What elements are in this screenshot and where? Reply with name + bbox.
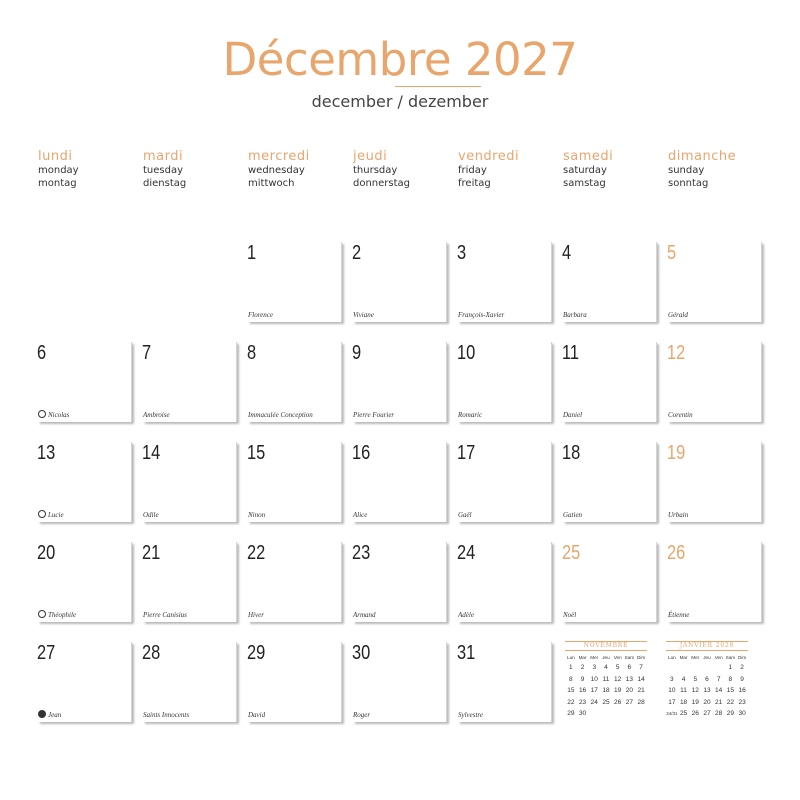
mini-day: 15 bbox=[726, 687, 734, 695]
saint-name-row bbox=[143, 511, 159, 519]
saint-name-row bbox=[563, 511, 582, 519]
day-cell bbox=[458, 542, 552, 622]
saint-name-row bbox=[38, 410, 69, 419]
weekday-label-fr: dimanche bbox=[668, 149, 737, 164]
day-number: 31 bbox=[457, 642, 476, 664]
saint-name-row bbox=[458, 411, 482, 419]
mini-day: 23 bbox=[738, 698, 746, 706]
saint-name: Viviane bbox=[353, 311, 374, 319]
mini-day: 28 bbox=[715, 710, 723, 718]
saint-name-row bbox=[458, 711, 483, 719]
weekday-label-de: mittwoch bbox=[248, 178, 295, 189]
mini-day: 3 bbox=[670, 675, 674, 683]
day-number: 22 bbox=[247, 542, 266, 564]
day-cell bbox=[38, 442, 132, 522]
saint-name: Gatien bbox=[563, 511, 583, 519]
mini-calendar bbox=[565, 641, 647, 720]
title-underline bbox=[395, 86, 481, 87]
mini-day bbox=[624, 708, 636, 720]
mini-day: 26 bbox=[614, 698, 622, 706]
moon-phase-first-quarter-icon bbox=[38, 610, 46, 618]
weekday-label-fr: vendredi bbox=[458, 149, 520, 164]
day-number: 19 bbox=[667, 442, 686, 464]
saint-name-row bbox=[143, 711, 189, 719]
mini-weekday: Lun bbox=[668, 655, 676, 660]
weekday-label-fr: samedi bbox=[563, 149, 614, 164]
saint-name: Pierre Canisius bbox=[143, 611, 187, 619]
saint-name-row bbox=[563, 411, 582, 419]
day-number: 2 bbox=[352, 242, 362, 264]
saint-name-row bbox=[38, 510, 64, 519]
mini-day: 22 bbox=[726, 698, 734, 706]
mini-weekday: Jeu bbox=[602, 655, 610, 660]
mini-day: 9 bbox=[580, 675, 585, 683]
day-cell bbox=[143, 442, 237, 522]
saint-name: Saints Innocents bbox=[143, 711, 190, 719]
day-number: 21 bbox=[142, 542, 161, 564]
mini-day: 26 bbox=[691, 710, 699, 718]
saint-name: Daniel bbox=[563, 411, 583, 419]
day-number: 20 bbox=[37, 542, 56, 564]
mini-weekday: Ven bbox=[613, 655, 622, 660]
weekday-label-de: donnerstag bbox=[353, 178, 411, 189]
page-title: Décembre 2027 bbox=[222, 33, 578, 86]
mini-day: 17 bbox=[590, 687, 598, 695]
mini-day: 18 bbox=[602, 687, 610, 695]
weekday-header-friday bbox=[458, 150, 562, 190]
weekday-label-fr: mardi bbox=[143, 149, 184, 164]
weekday-header-wednesday bbox=[248, 150, 352, 190]
saint-name-row bbox=[38, 710, 61, 719]
weekday-label-en: saturday bbox=[563, 165, 607, 176]
day-cell bbox=[353, 442, 447, 522]
day-number: 5 bbox=[667, 242, 677, 264]
day-number: 18 bbox=[562, 442, 581, 464]
weekday-label-de: samstag bbox=[563, 178, 606, 189]
weekday-label-de: dienstag bbox=[143, 178, 187, 189]
day-number: 6 bbox=[37, 342, 47, 364]
mini-day: 4 bbox=[681, 675, 686, 683]
day-cell bbox=[668, 342, 762, 422]
saint-name-row bbox=[353, 611, 376, 619]
saint-name-row bbox=[248, 611, 264, 619]
mini-day: 27 bbox=[625, 698, 633, 706]
mini-day: 1 bbox=[728, 664, 733, 672]
mini-day: 22 bbox=[567, 698, 575, 706]
day-cell bbox=[38, 642, 132, 722]
mini-weekday: Mer bbox=[590, 655, 599, 660]
saint-name-row bbox=[668, 611, 689, 619]
saint-name-row bbox=[38, 610, 76, 619]
mini-day: 11 bbox=[680, 687, 687, 695]
day-number: 25 bbox=[562, 542, 581, 564]
saint-name-row bbox=[353, 711, 370, 719]
day-number: 23 bbox=[352, 542, 371, 564]
day-number: 13 bbox=[37, 442, 56, 464]
saint-name-row bbox=[458, 511, 472, 519]
weekday-header-saturday bbox=[563, 150, 667, 190]
day-number: 8 bbox=[247, 342, 257, 364]
mini-day: 15 bbox=[567, 687, 575, 695]
day-cell bbox=[458, 642, 552, 722]
weekday-label-en: sunday bbox=[668, 165, 705, 176]
mini-day: 14 bbox=[637, 675, 645, 683]
weekday-label-de: montag bbox=[38, 178, 77, 189]
saint-name: Florence bbox=[248, 311, 274, 319]
saint-name: Théophile bbox=[48, 611, 76, 619]
day-number: 11 bbox=[562, 342, 580, 364]
mini-day bbox=[689, 662, 701, 674]
mini-day: 29 bbox=[726, 710, 734, 718]
saint-name: Romaric bbox=[458, 411, 483, 419]
day-cell bbox=[248, 542, 342, 622]
mini-day: 30 bbox=[578, 710, 587, 718]
weekday-header-thursday bbox=[353, 150, 457, 190]
day-cell bbox=[563, 442, 657, 522]
saint-name-row bbox=[248, 711, 265, 719]
page-subtitle: december / dezember bbox=[311, 92, 489, 111]
day-cell bbox=[563, 242, 657, 322]
day-cell bbox=[143, 542, 237, 622]
day-cell bbox=[143, 342, 237, 422]
mini-day bbox=[678, 662, 690, 674]
mini-day: 5 bbox=[615, 664, 620, 672]
day-number: 28 bbox=[142, 642, 161, 664]
saint-name: Nicolas bbox=[48, 411, 70, 419]
mini-day bbox=[666, 662, 678, 674]
saint-name-row bbox=[248, 311, 273, 319]
weekday-label-en: tuesday bbox=[143, 165, 184, 176]
mini-day: 12 bbox=[614, 675, 622, 683]
mini-day: 19 bbox=[691, 698, 699, 706]
weekday-label-de: sonntag bbox=[668, 178, 709, 189]
mini-day: 4 bbox=[604, 664, 608, 672]
mini-day: 21 bbox=[715, 698, 723, 706]
day-number: 17 bbox=[457, 442, 476, 464]
mini-day: 16 bbox=[578, 687, 587, 695]
mini-day: 3 bbox=[592, 664, 597, 672]
moon-phase-last-quarter-icon bbox=[38, 410, 46, 418]
day-cell bbox=[353, 342, 447, 422]
day-cell bbox=[563, 342, 657, 422]
day-number: 12 bbox=[667, 342, 686, 364]
saint-name: François-Xavier bbox=[458, 311, 505, 319]
mini-day: 7 bbox=[716, 675, 721, 683]
saint-name-row bbox=[668, 511, 688, 519]
mini-day: 2 bbox=[740, 664, 744, 672]
mini-day: 5 bbox=[693, 675, 698, 683]
saint-name-row bbox=[353, 311, 374, 319]
mini-day: 10 bbox=[590, 675, 598, 683]
mini-day: 13 bbox=[703, 687, 711, 695]
moon-phase-full-icon bbox=[38, 510, 46, 518]
saint-name: Ninon bbox=[248, 511, 266, 519]
mini-day: 13 bbox=[625, 675, 633, 683]
saint-name: Corentin bbox=[668, 411, 693, 419]
saint-name-row bbox=[563, 311, 587, 319]
weekday-label-en: thursday bbox=[353, 165, 398, 176]
day-cell bbox=[458, 242, 552, 322]
mini-weekday: Jeu bbox=[703, 655, 711, 660]
saint-name: Étienne bbox=[668, 611, 690, 619]
day-cell bbox=[38, 542, 132, 622]
mini-day: 17 bbox=[668, 698, 676, 706]
day-cell bbox=[248, 242, 342, 322]
mini-day: 24/31 bbox=[666, 711, 678, 717]
mini-day: 8 bbox=[569, 675, 573, 683]
mini-day: 6 bbox=[627, 664, 632, 672]
day-cell bbox=[563, 542, 657, 622]
mini-weekday: Lun bbox=[567, 655, 575, 660]
saint-name: Armand bbox=[353, 611, 376, 619]
weekday-header-monday bbox=[38, 150, 142, 190]
saint-name: Noël bbox=[563, 611, 577, 619]
saint-name: Jean bbox=[48, 711, 62, 719]
saint-name-row bbox=[353, 411, 394, 419]
mini-day: 18 bbox=[679, 698, 688, 706]
day-cell bbox=[248, 442, 342, 522]
day-cell bbox=[668, 242, 762, 322]
mini-day bbox=[713, 662, 725, 674]
day-cell bbox=[38, 342, 132, 422]
saint-name: Odile bbox=[143, 511, 159, 519]
mini-weekday: Dim bbox=[738, 655, 747, 660]
day-number: 14 bbox=[142, 442, 161, 464]
mini-day bbox=[635, 708, 647, 720]
day-cell bbox=[458, 342, 552, 422]
day-number: 1 bbox=[247, 242, 257, 264]
saint-name: Gaël bbox=[458, 511, 472, 519]
mini-day: 27 bbox=[703, 710, 711, 718]
mini-day: 30 bbox=[738, 710, 746, 718]
saint-name-row bbox=[668, 311, 688, 319]
mini-day: 25 bbox=[679, 710, 688, 718]
mini-day: 12 bbox=[691, 687, 699, 695]
mini-day: 14 bbox=[715, 687, 723, 695]
saint-name: Adèle bbox=[458, 611, 474, 619]
saint-name-row bbox=[143, 411, 170, 419]
weekday-label-en: friday bbox=[458, 165, 487, 176]
mini-day: 9 bbox=[740, 675, 744, 683]
day-number: 29 bbox=[247, 642, 266, 664]
mini-calendar-title: NOVEMBRE bbox=[565, 641, 647, 651]
day-cell bbox=[668, 542, 762, 622]
mini-day: 25 bbox=[602, 698, 610, 706]
mini-day: 29 bbox=[567, 710, 575, 718]
saint-name-row bbox=[458, 611, 474, 619]
day-cell bbox=[353, 242, 447, 322]
saint-name: Hiver bbox=[248, 611, 264, 619]
weekday-label-en: wednesday bbox=[248, 165, 305, 176]
saint-name-row bbox=[248, 511, 265, 519]
day-number: 3 bbox=[457, 242, 467, 264]
saint-name: Roger bbox=[353, 711, 371, 719]
saint-name: Urbain bbox=[668, 511, 689, 519]
mini-weekday: Mer bbox=[691, 655, 700, 660]
day-number: 30 bbox=[352, 642, 371, 664]
mini-day: 11 bbox=[602, 675, 610, 683]
saint-name-row bbox=[248, 411, 313, 419]
mini-day bbox=[588, 708, 600, 720]
day-cell bbox=[248, 642, 342, 722]
saint-name: Ambroise bbox=[143, 411, 170, 419]
day-cell bbox=[248, 342, 342, 422]
weekday-label-fr: lundi bbox=[38, 149, 73, 164]
moon-phase-new-icon bbox=[38, 710, 46, 718]
day-number: 26 bbox=[667, 542, 686, 564]
saint-name-row bbox=[458, 311, 504, 319]
day-number: 27 bbox=[37, 642, 56, 664]
day-number: 9 bbox=[352, 342, 362, 364]
mini-day: 6 bbox=[705, 675, 709, 683]
day-cell bbox=[353, 542, 447, 622]
saint-name: Pierre Fourier bbox=[353, 411, 395, 419]
day-number: 7 bbox=[142, 342, 152, 364]
saint-name: Sylvestre bbox=[458, 711, 484, 719]
weekday-label-fr: jeudi bbox=[353, 149, 388, 164]
weekday-label-fr: mercredi bbox=[248, 149, 310, 164]
mini-day: 28 bbox=[637, 698, 645, 706]
day-number: 15 bbox=[247, 442, 266, 464]
day-number: 4 bbox=[562, 242, 572, 264]
mini-day: 19 bbox=[614, 687, 622, 695]
mini-day: 20 bbox=[703, 698, 711, 706]
mini-day: 7 bbox=[639, 664, 643, 672]
mini-weekday: Sam bbox=[725, 655, 736, 660]
mini-day: 16 bbox=[738, 687, 746, 695]
day-number: 24 bbox=[457, 542, 476, 564]
saint-name-row bbox=[668, 411, 693, 419]
saint-name: Alice bbox=[353, 511, 368, 519]
weekday-header-tuesday bbox=[143, 150, 247, 190]
day-cell bbox=[668, 442, 762, 522]
mini-day: 1 bbox=[569, 664, 573, 672]
mini-weekday: Mar bbox=[578, 655, 587, 660]
day-cell bbox=[143, 642, 237, 722]
mini-calendar bbox=[666, 641, 748, 720]
mini-calendar-title: JANVIER 2028 bbox=[666, 641, 748, 651]
day-cell bbox=[458, 442, 552, 522]
mini-day: 21 bbox=[637, 687, 645, 695]
saint-name: Immaculée Conception bbox=[248, 411, 313, 419]
mini-weekday: Dim bbox=[637, 655, 646, 660]
mini-day bbox=[600, 708, 612, 720]
saint-name: David bbox=[248, 711, 266, 719]
weekday-label-de: freitag bbox=[458, 178, 491, 189]
saint-name: Lucie bbox=[48, 511, 64, 519]
mini-day: 23 bbox=[578, 698, 587, 706]
mini-day: 2 bbox=[580, 664, 585, 672]
weekday-label-en: monday bbox=[38, 165, 79, 176]
mini-day: 8 bbox=[728, 675, 733, 683]
mini-weekday: Ven bbox=[714, 655, 723, 660]
day-number: 10 bbox=[457, 342, 476, 364]
mini-day: 10 bbox=[668, 687, 676, 695]
saint-name: Barbara bbox=[563, 311, 587, 319]
mini-day bbox=[612, 708, 624, 720]
saint-name: Gérald bbox=[668, 311, 688, 319]
mini-day bbox=[701, 662, 713, 674]
day-number: 16 bbox=[352, 442, 371, 464]
mini-day: 24 bbox=[590, 698, 598, 706]
mini-weekday: Mar bbox=[679, 655, 688, 660]
weekday-header-sunday bbox=[668, 150, 772, 190]
mini-weekday: Sam bbox=[624, 655, 635, 660]
saint-name-row bbox=[353, 511, 367, 519]
day-cell bbox=[353, 642, 447, 722]
mini-day: 20 bbox=[625, 687, 633, 695]
saint-name-row bbox=[143, 611, 187, 619]
saint-name-row bbox=[563, 611, 576, 619]
